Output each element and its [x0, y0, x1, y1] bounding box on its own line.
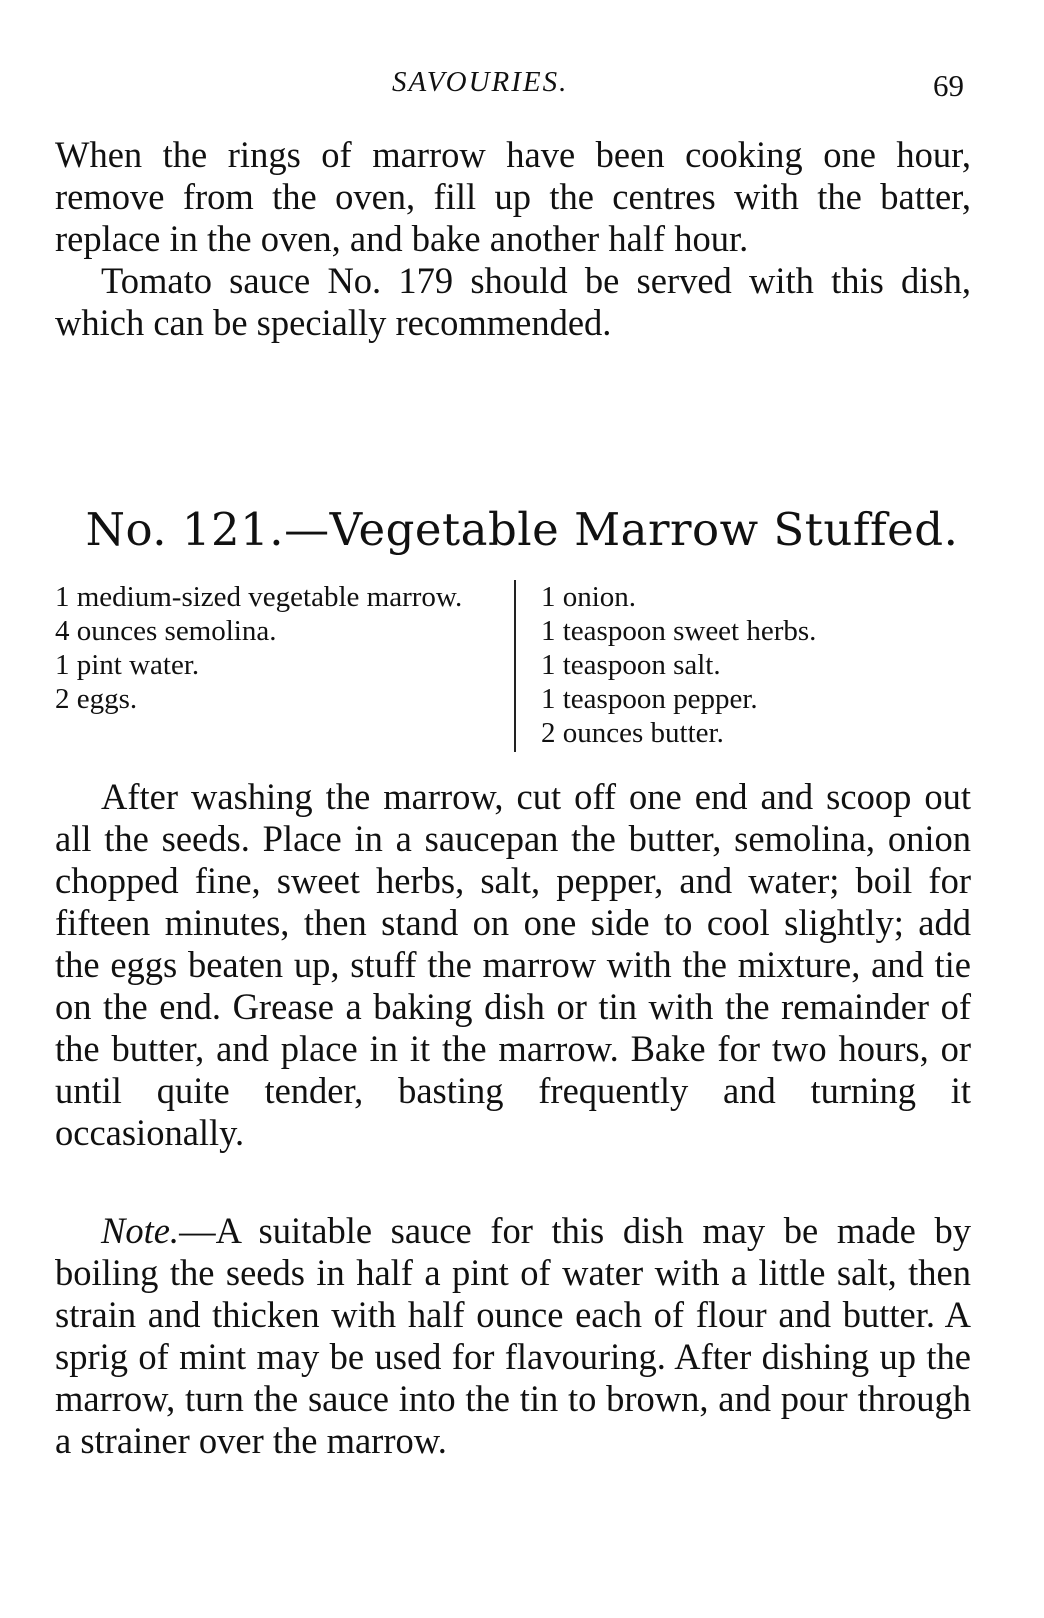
running-title: SAVOURIES.	[392, 66, 569, 98]
intro-paragraph-1: When the rings of marrow have been cooking one hour, remove from the oven, fill up the centres with the batter, replace in the oven, and bake another half hour.	[55, 134, 971, 259]
ingredients-left-column	[55, 580, 493, 716]
ingredient-item: 4 ounces semolina.	[55, 615, 277, 647]
ingredient-item: 1 pint water.	[55, 649, 200, 681]
intro-paragraph-2: Tomato sauce No. 179 should be served with this dish, which can be specially recommended.	[55, 260, 971, 343]
recipe-title: No. 121.—Vegetable Marrow Stuffed.	[85, 503, 959, 556]
note-body: —A suitable sauce for this dish may be made by boiling the seeds in half a pint of water with a little salt, then strain and thicken with half ounce each of flour and butter. A sprig of mint may be used for flavouring. After dishing up the marrow, turn the sauce into the tin to brown, and pour through a strainer over the marrow.	[55, 1210, 971, 1461]
method-paragraph: After washing the marrow, cut off one end and scoop out all the seeds. Place in a saucepan the butter, semolina, onion chopped fine, sweet herbs, salt, pepper, and water; boil for fifteen minutes, then stand on one side to cool slightly; add the eggs beaten up, stuff the marrow with the mixture, and tie on the end. Grease a baking dish or tin with the remainder of the butter, and place in it the marrow. Bake for two hours, or until quite tender, basting frequently and turning it occasionally.	[55, 776, 971, 1153]
ingredient-item: 1 teaspoon sweet herbs.	[541, 615, 817, 647]
ingredient-item: 1 teaspoon pepper.	[541, 683, 758, 715]
ingredient-item: 1 medium-sized vegetable marrow.	[55, 581, 463, 613]
note-paragraph	[55, 1210, 971, 1462]
note-label: Note.	[101, 1210, 180, 1251]
running-head	[0, 66, 1044, 106]
ingredients-divider	[514, 580, 516, 752]
ingredient-item: 2 ounces butter.	[541, 717, 724, 749]
ingredient-item: 1 onion.	[541, 581, 637, 613]
ingredients-list	[55, 580, 971, 756]
note-text	[55, 1210, 971, 1462]
method-text	[55, 776, 971, 1154]
ingredient-item: 2 eggs.	[55, 683, 138, 715]
page-number: 69	[933, 68, 964, 103]
intro-text	[55, 134, 971, 344]
ingredients-right-column	[541, 580, 961, 750]
ingredient-item: 1 teaspoon salt.	[541, 649, 721, 681]
